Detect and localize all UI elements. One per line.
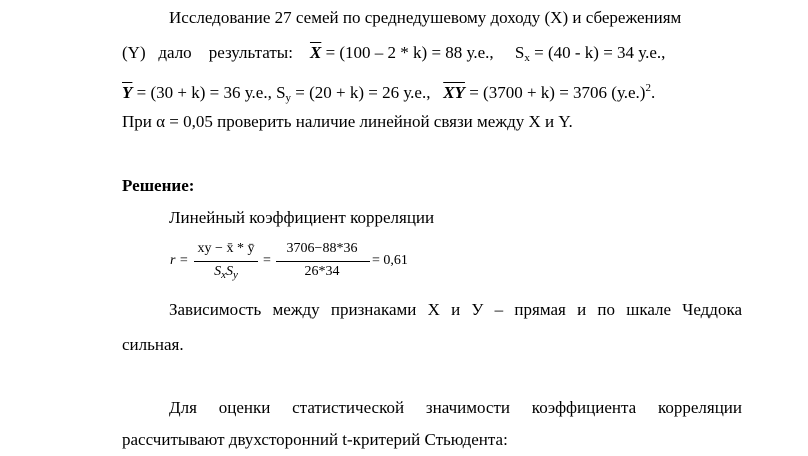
problem-line-2 bbox=[122, 43, 740, 68]
formula-eq: = bbox=[263, 253, 271, 268]
den1-sub-x: x bbox=[221, 269, 226, 281]
var-x-mean: $\overline{X}$ bbox=[309, 43, 322, 62]
formula-result: = 0,61 bbox=[372, 253, 408, 268]
var-y-mean: $\overline{Y}$ bbox=[122, 83, 133, 102]
text-results: результаты: bbox=[208, 43, 293, 62]
var-sx-sub: x bbox=[524, 52, 530, 64]
text-xy-value: = (3700 + k) = 3706 (у.е.) bbox=[469, 83, 646, 102]
text-xy-end: . bbox=[650, 83, 656, 102]
formula-line1 bbox=[194, 261, 258, 262]
text-x-value: = (100 – 2 * k) = 88 у.е., bbox=[325, 43, 494, 62]
den1-s2: S bbox=[226, 264, 233, 279]
formula-r: r = bbox=[170, 253, 189, 268]
para2-line2: рассчитывают двухсторонний t-критерий Стьюдента: bbox=[122, 430, 508, 449]
problem-line-4: При α = 0,05 проверить наличие линейной связи между X и Y. bbox=[122, 112, 573, 131]
text-xy-sup: 2 bbox=[645, 82, 651, 94]
text-y-value: = (30 + k) = 36 у.е., S bbox=[136, 83, 286, 102]
formula-line2 bbox=[276, 261, 370, 262]
formula-den2: 26*34 bbox=[304, 264, 340, 279]
text-y: (Y) bbox=[122, 43, 146, 62]
problem-line-1: Исследование 27 семей по среднедушевому доходу (X) и сбережениям bbox=[169, 8, 682, 27]
var-xy-mean: $\overline{XY}$ bbox=[443, 83, 465, 102]
formula-den1 bbox=[192, 264, 260, 281]
text-gave: дало bbox=[158, 43, 192, 62]
var-sx: S bbox=[514, 43, 525, 62]
formula-num1: xy − x̄ * ȳ bbox=[197, 241, 255, 256]
corr-label: Линейный коэффициент корреляции bbox=[169, 208, 435, 227]
den1-sub-y: y bbox=[233, 269, 238, 281]
para1-line2: сильная. bbox=[122, 335, 184, 354]
problem-line-3 bbox=[122, 78, 655, 108]
solution-heading: Решение: bbox=[122, 176, 195, 195]
var-sy-sub: y bbox=[285, 92, 292, 104]
den1-s: S bbox=[214, 264, 222, 279]
para1-line1: Зависимость между признаками Х и У – прямая и по шкале Чеддока bbox=[169, 300, 742, 319]
text-sx-value: = (40 - k) = 34 у.е., bbox=[534, 43, 666, 62]
text-sy-value: = (20 + k) = 26 у.е., bbox=[295, 83, 431, 102]
para2-line1: Для оценки статистической значимости коэффициента корреляции bbox=[169, 398, 742, 417]
formula-num2: 3706−88*36 bbox=[286, 241, 358, 256]
